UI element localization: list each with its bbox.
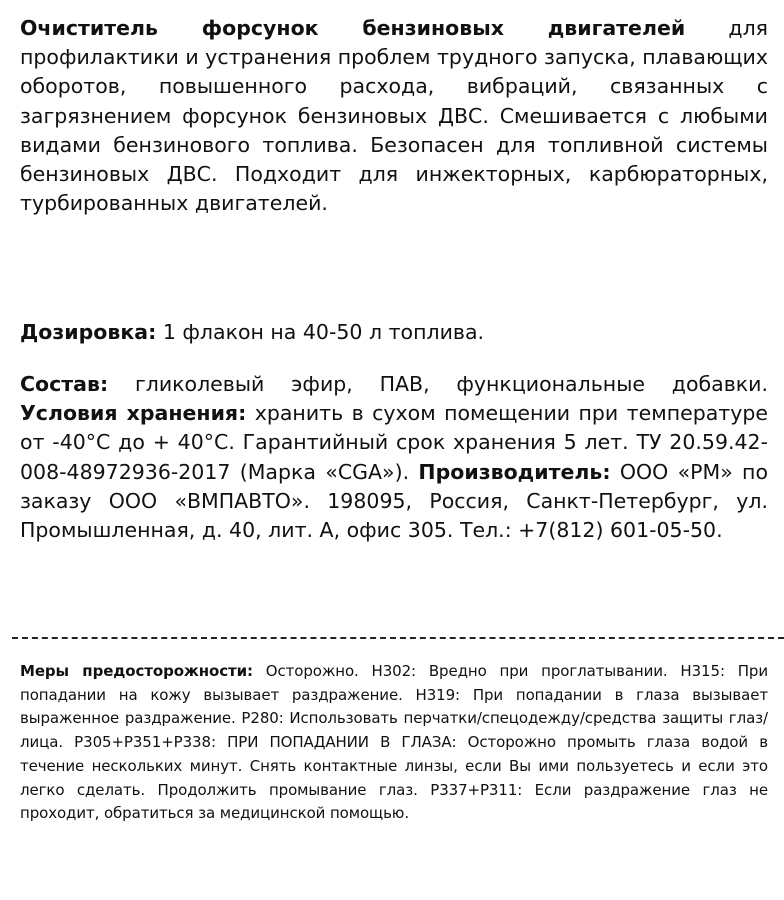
precautions-label: Меры предосторожности: <box>20 662 253 680</box>
description-text: для профилактики и устранения проблем трудного запуска, плавающих оборотов, повышенного расхода, вибраций, связанных с загрязнением форсунок бензиновых ДВС. Смешивается с любыми видами бензинового топлива. Безопасен для топливной системы бензиновых ДВС. Подходит для инжекторных, карбюраторных, турбированных двигателей. <box>20 16 769 216</box>
precautions-text: Осторожно. H302: Вредно при проглатывании. H315: При попадании на кожу вызывает раздражение. H319: При попадании в глаза вызывает выраженное раздражение. P280: Использовать перчатки/спецодежду/средства защиты глаз/лица. P305+P351+P338: ПРИ ПОПАДАНИИ В ГЛАЗА: Осторожно промыть глаза водой в течение нескольких минут. Снять контактные линзы, если Вы ими пользуетесь и если это легко сделать. Продолжить промывание глаз. P337+P311: Если раздражение глаз не проходит, обратиться за медицинской помощью. <box>20 662 768 823</box>
storage-label: Условия хранения: <box>20 401 247 426</box>
storage-text: хранить в сухом помещении при температуре от -40°С до + 40°С. Гарантийный срок хранения 5 лет. ТУ 20.59.42-008-48972936-2017 (Марка «CGA»). <box>20 401 768 484</box>
dosage-label: Дозировка: <box>20 320 157 344</box>
composition-label: Состав: <box>20 372 109 396</box>
description-paragraph <box>20 14 768 218</box>
dosage-paragraph <box>20 318 768 347</box>
manufacturer-label: Производитель: <box>418 459 611 484</box>
precautions-paragraph <box>20 660 768 826</box>
composition-text: гликолевый эфир, ПАВ, функциональные добавки. <box>108 372 768 396</box>
composition-paragraph <box>20 370 768 545</box>
dosage-text: 1 флакон на 40-50 л топлива. <box>156 320 485 344</box>
dashed-divider <box>12 637 784 639</box>
manufacturer-text: ООО «РМ» по заказу ООО «ВМПАВТО». 198095, Россия, Санкт-Петербург, ул. Промышленная, д. 40, лит. А, офис 305. Тел.: +7(812) 601-05-50. <box>20 459 768 543</box>
product-name: Очиститель форсунок бензиновых двигателей <box>20 16 686 40</box>
